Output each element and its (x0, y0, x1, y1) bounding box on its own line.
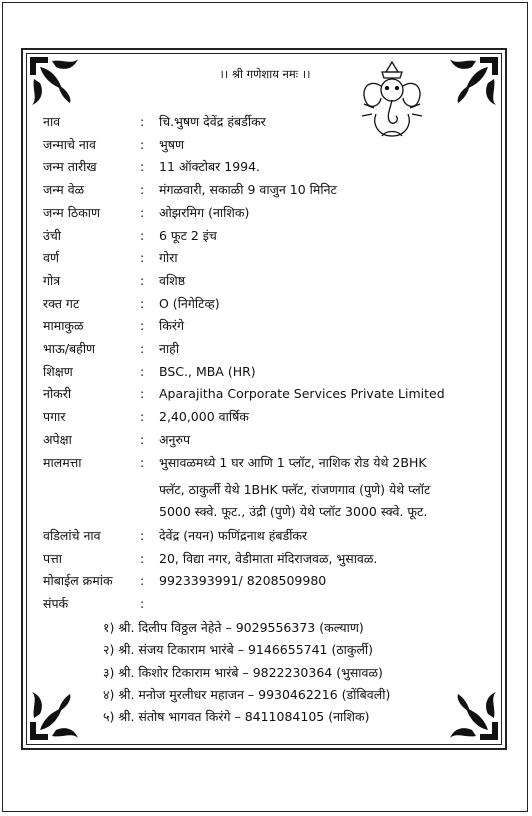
field-value: गोरा (159, 250, 178, 266)
field-colon: : (140, 573, 145, 588)
field-colon: : (140, 363, 145, 379)
field-label: मोबाईल क्रमांक (43, 573, 113, 588)
field-value: मंगळवारी, सकाळी 9 वाजुन 10 मिनिट (159, 182, 337, 198)
field-label: भाऊ/बहीण (43, 341, 96, 356)
field-value: 6 फूट 2 इंच (159, 227, 217, 243)
contact-item: ५) श्री. संतोष भागवत किरंगे – 8411084105 (नाशिक) (103, 709, 370, 725)
contact-item: १) श्री. दिलीप विठ्ठल नेहेते – 9029556373 (कल्याण) (103, 620, 364, 635)
field-colon: : (140, 250, 145, 266)
page-title: ।। श्री गणेशाय नमः ।। (219, 67, 311, 81)
field-label: उंची (43, 227, 62, 243)
field-colon: : (140, 454, 145, 470)
field-value: अनुरुप (159, 431, 191, 447)
field-label: रक्त गट (43, 295, 80, 311)
field-label: पत्ता (43, 550, 62, 566)
field-value: BSC., MBA (HR) (159, 363, 256, 379)
field-label: संपर्क (43, 595, 69, 611)
field-label: वर्ण (43, 250, 59, 266)
field-colon: : (140, 318, 145, 334)
field-label: शिक्षण (43, 363, 73, 379)
field-colon: : (140, 227, 145, 243)
field-colon: : (140, 550, 145, 566)
field-value: किरंगे (159, 318, 184, 334)
field-label: जन्म वेळ (43, 182, 85, 198)
field-label: जन्म ठिकाण (43, 204, 101, 220)
field-value: ओझरमिग (नाशिक) (159, 204, 250, 220)
field-label: नाव (43, 114, 61, 129)
field-value: 9923393991/ 8208509980 (159, 573, 327, 588)
field-colon: : (140, 182, 145, 198)
field-label: नोकरी (43, 386, 72, 402)
property-line: फ्लॅट, ठाकुर्ली येथे 1BHK फ्लॅट, रांजणगाव (पुणे) येथे प्लॉट (159, 482, 431, 497)
field-label: पगार (43, 409, 66, 425)
field-colon: : (140, 341, 145, 356)
field-colon: : (140, 204, 145, 220)
ganesha-illustration (352, 58, 432, 140)
field-label: जन्म तारीख (43, 159, 97, 175)
field-value: 11 ऑक्टोबर 1994. (159, 159, 261, 175)
field-colon: : (140, 431, 145, 447)
field-value: 2,40,000 वार्षिक (159, 409, 249, 425)
field-value: चि.भुषण देवेंद्र हंबर्डीकर (159, 114, 266, 129)
field-colon: : (140, 386, 145, 402)
field-colon: : (140, 409, 145, 425)
field-colon: : (140, 595, 145, 611)
field-value: 20, विद्या नगर, वेडीमाता मंदिराजवळ, भुसावळ. (159, 550, 378, 566)
contact-item: ३) श्री. किशोर टिकाराम भारंबे – 9822230364 (भुसावळ) (103, 664, 383, 680)
contact-item: ४) श्री. मनोज मुरलीधर महाजन – 9930462216 (डोंबिवली) (103, 686, 391, 702)
field-colon: : (140, 136, 145, 152)
corner-ornament-bottom-right (444, 690, 500, 742)
field-value: भुषण (159, 136, 185, 152)
field-value: भुसावळमध्ये 1 घर आणि 1 प्लॉट, नाशिक रोड येथे 2BHK (159, 454, 427, 470)
field-colon: : (140, 295, 145, 311)
field-colon: : (140, 272, 145, 288)
field-value: नाही (159, 341, 180, 356)
field-colon: : (140, 159, 145, 175)
field-colon: : (140, 114, 145, 129)
field-label: जन्माचे नाव (43, 136, 96, 152)
corner-ornament-top-left (28, 55, 84, 107)
field-colon: : (140, 528, 145, 543)
property-line: 5000 स्क्वे. फूट., उंद्री (पुणे) येथे प्लॉट 3000 स्क्वे. फूट. (159, 504, 428, 519)
contact-item: २) श्री. संजय टिकाराम भारंबे – 9146655741 (ठाकुर्ली) (103, 642, 374, 658)
field-value: वशिष्ठ (159, 272, 186, 288)
field-label: वडिलांचे नाव (43, 528, 101, 543)
field-value: देवेंद्र (नयन) फणिंद्रनाथ हंबर्डीकर (159, 528, 308, 543)
field-label: मामाकुळ (43, 318, 84, 334)
corner-ornament-top-right (444, 55, 500, 107)
corner-ornament-bottom-left (28, 690, 84, 742)
field-label: गोत्र (43, 272, 61, 288)
field-label: मालमत्ता (43, 454, 82, 470)
field-value: O (निगेटिव्ह) (159, 295, 220, 311)
field-label: अपेक्षा (43, 431, 72, 447)
field-value: Aparajitha Corporate Services Private Limited (159, 386, 445, 402)
